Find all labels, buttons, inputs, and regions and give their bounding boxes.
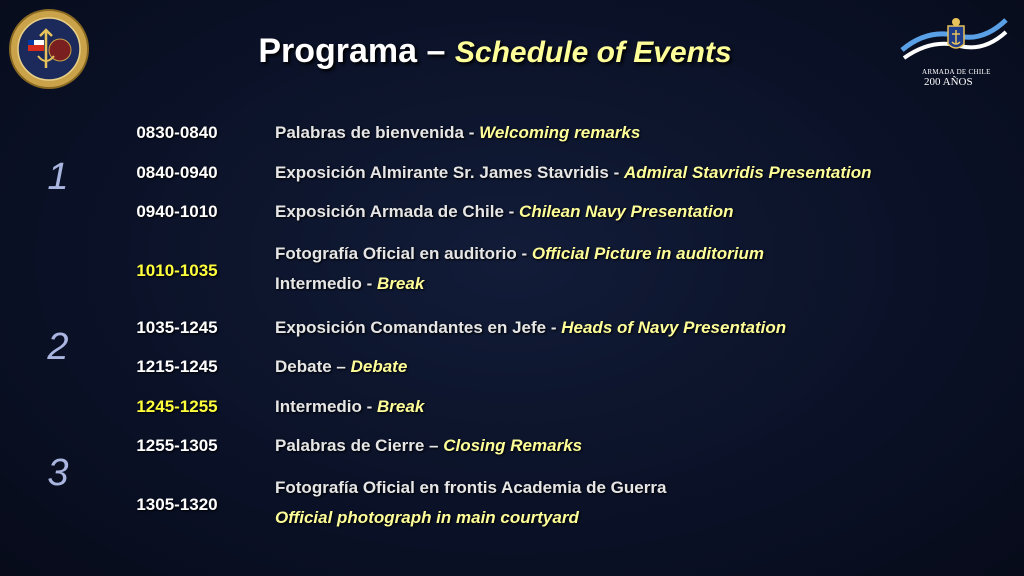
armada-200-logo — [898, 14, 1010, 86]
event-description: Fotografía Oficial en auditorio - Official Picture in auditorium Intermedio - Break — [275, 244, 764, 293]
event-description: Palabras de Cierre – Closing Remarks — [275, 436, 583, 455]
time-slot-break: 1010-1035 — [136, 261, 218, 280]
time-slot: 1255-1305 — [136, 436, 218, 455]
event-description: Fotografía Oficial en frontis Academia de Guerra Official photograph in main courtyard — [275, 478, 667, 527]
time-slot: 0940-1010 — [136, 202, 218, 221]
event-description: Exposición Almirante Sr. James Stavridis - Admiral Stavridis Presentation — [275, 163, 872, 182]
time-slot-break: 1245-1255 — [136, 397, 218, 416]
time-slot: 0830-0840 — [136, 123, 218, 142]
event-description: Debate – Debate — [275, 357, 408, 376]
logo-text-armada: ARMADA DE CHILE — [922, 68, 991, 76]
time-slot: 0840-0940 — [136, 163, 218, 182]
group-number-2: 2 — [47, 326, 69, 368]
page-title — [0, 32, 990, 71]
event-description: Exposición Comandantes en Jefe - Heads of Navy Presentation — [275, 318, 787, 337]
group-number-1: 1 — [47, 156, 69, 198]
title-separator: – — [417, 32, 455, 70]
event-description: Intermedio - Break — [275, 397, 425, 416]
event-description: Exposición Armada de Chile - Chilean Navy Presentation — [275, 202, 734, 221]
time-slot: 1035-1245 — [136, 318, 218, 337]
logo-text-200-anos: 200 AÑOS — [924, 76, 973, 88]
time-slot: 1305-1320 — [136, 495, 218, 514]
time-slot: 1215-1245 — [136, 357, 218, 376]
group-number-3: 3 — [47, 452, 69, 494]
title-english: Schedule of Events — [454, 36, 732, 69]
title-spanish: Programa — [258, 32, 418, 70]
event-description: Palabras de bienvenida - Welcoming remarks — [275, 123, 641, 142]
